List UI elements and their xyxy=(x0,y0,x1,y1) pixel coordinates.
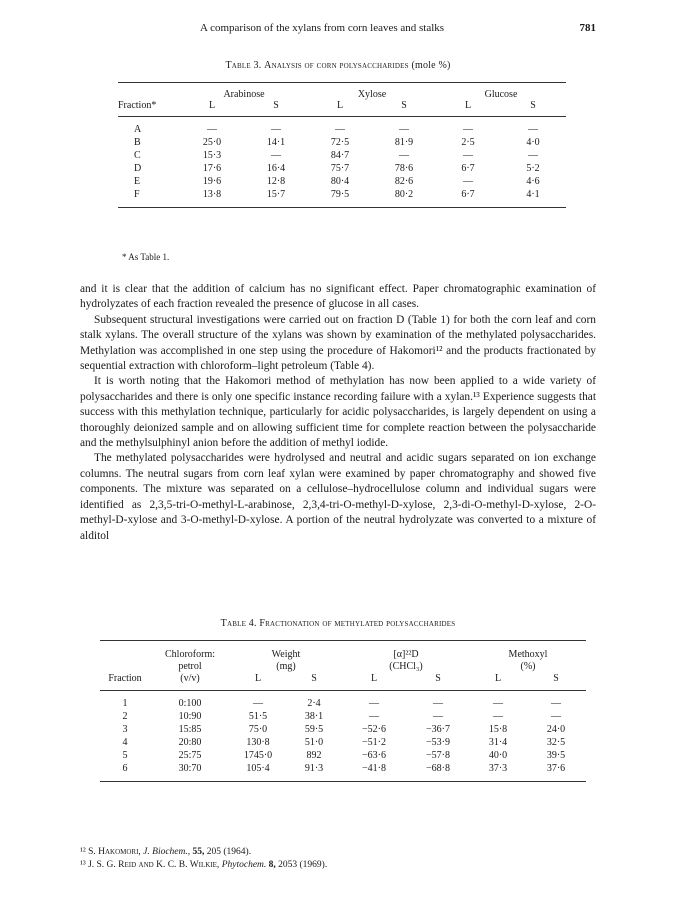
table-cell: — xyxy=(463,176,473,187)
table-cell: 32·5 xyxy=(546,737,566,748)
table-cell: — xyxy=(463,124,473,135)
table4-col-fraction: Fraction xyxy=(108,673,142,684)
table-row xyxy=(100,710,586,723)
journal-page xyxy=(80,20,596,870)
table-row xyxy=(118,188,566,208)
table-cell: 72·5 xyxy=(330,137,350,148)
table-cell: — xyxy=(253,698,263,709)
table-cell: 51·5 xyxy=(248,711,268,722)
table-cell: F xyxy=(134,189,140,200)
table-cell: 15:85 xyxy=(178,724,202,735)
table-cell: 80·2 xyxy=(394,189,414,200)
table-cell: 5·2 xyxy=(526,163,540,174)
table3-caption: Table 3. Analysis of corn polysaccharides (mole %) xyxy=(225,60,451,71)
table-cell: 2·4 xyxy=(307,698,321,709)
table-row xyxy=(118,136,566,149)
table-cell: — xyxy=(528,124,538,135)
table-row xyxy=(100,691,586,711)
table-cell: 12·8 xyxy=(266,176,286,187)
table-cell: 78·6 xyxy=(394,163,414,174)
table-cell: 79·5 xyxy=(330,189,350,200)
table-cell: 37·3 xyxy=(488,763,508,774)
table-cell: 4·1 xyxy=(526,189,540,200)
table-cell: — xyxy=(271,150,281,161)
table-cell: 3 xyxy=(122,724,128,735)
reference-13: ¹³ J. S. G. Reid and K. C. B. Wilkie, Phytochem. 8, 2053 (1969). xyxy=(80,860,328,870)
table-cell: −53·9 xyxy=(426,737,450,748)
table-cell: 105·4 xyxy=(246,763,270,774)
table4-header: Chloroform: Weight [α]²²D Methoxyl xyxy=(100,641,586,662)
paragraph: The methylated polysaccharides were hydrolysed and neutral and acidic sugars separated on ion exchange columns. The neutral sugars from corn leaf xylan were examined by paper chromatography and showed five components. The mixture was separated on a cellulose–hydrocellulose column and individual sugars were identified as 2,3,5-tri-O-methyl-L-arabinose, 2,3,4-tri-O-methyl-D-xylose, 2,3-di-O-methyl-D-xylose, 2-O-methyl-D-xylose and 3-O-methyl-D-xylose. A portion of the neutral hydrolyzate was converted to a mixture of alditol xyxy=(80,452,596,542)
reference-12: ¹² S. Hakomori, J. Biochem., 55, 205 (1964). xyxy=(80,847,252,857)
table3-group-xylose: Xylose xyxy=(357,89,387,100)
table-cell: — xyxy=(551,698,561,709)
running-head xyxy=(80,20,596,38)
table-cell: E xyxy=(134,176,141,187)
table-cell: 75·7 xyxy=(330,163,350,174)
table-cell: — xyxy=(335,124,345,135)
table3-header-groups xyxy=(118,83,566,101)
table-row xyxy=(118,162,566,175)
table-row xyxy=(118,117,566,137)
table-cell: 81·9 xyxy=(394,137,414,148)
table-cell: 80·4 xyxy=(330,176,350,187)
table-cell: 13·8 xyxy=(202,189,222,200)
table-row xyxy=(100,723,586,736)
table-cell: 25·0 xyxy=(202,137,222,148)
table-cell: — xyxy=(551,711,561,722)
table3-header-sub: Fraction* L S L S L S xyxy=(118,100,566,117)
table-cell: 130·8 xyxy=(246,737,270,748)
table4: Chloroform: Weight [α]²²D Methoxyl petrol (mg) (CHCl₃) (%) Fraction (v/v) L S L S L S 1 0:100 — 2·4 — — — — 2 10:90 51·5 38·1 — — — — 3 15:85 75·0 59·5 −52·6 −36·7 15·8 24·0 4 20:80 130·8 51·0 −51·2 −53·9 31·4 32·5 5 25:75 1745·0 892 −63·6 −57·8 40·0 39·5 6 30:70 105·4 91·3 −41·8 −68·8 37·3 37·6 xyxy=(100,640,586,782)
table-cell: 39·5 xyxy=(546,750,566,761)
table-cell: 51·0 xyxy=(304,737,324,748)
table-cell: A xyxy=(134,124,142,135)
table-cell: 16·4 xyxy=(266,163,286,174)
table-cell: 4 xyxy=(122,737,128,748)
table-cell: 24·0 xyxy=(546,724,566,735)
table-cell: 37·6 xyxy=(546,763,566,774)
table-cell: 1 xyxy=(122,698,128,709)
table-cell: — xyxy=(271,124,281,135)
table-cell: 4·0 xyxy=(526,137,540,148)
table-cell: −51·2 xyxy=(362,737,386,748)
table4-caption: Table 4. Fractionation of methylated polysaccharides xyxy=(220,618,456,629)
table-cell: 14·1 xyxy=(266,137,286,148)
table-cell: — xyxy=(433,698,443,709)
table-cell: — xyxy=(463,150,473,161)
table3-footnote: * As Table 1. xyxy=(122,252,170,262)
table-row xyxy=(118,175,566,188)
table3 xyxy=(118,82,566,208)
table4-body xyxy=(100,691,586,782)
table3-group-glucose: Glucose xyxy=(484,89,518,100)
table-cell: 38·1 xyxy=(304,711,324,722)
table-cell: 892 xyxy=(306,750,322,761)
paragraph: Subsequent structural investigations were carried out on fraction D (Table 1) for both the corn leaf and corn stalk xylans. The overall structure of the xylans was shown by examination of the methylated polysaccharides. Methylation was accomplished in one step using the procedure of Hakomori¹² and the products fractionated by sequential extraction with chloroform–light petroleum (Table 4). xyxy=(80,313,596,373)
table3-body xyxy=(118,117,566,208)
running-title: A comparison of the xylans from corn leaves and stalks xyxy=(200,22,445,34)
table-cell: C xyxy=(134,150,141,161)
table-row xyxy=(118,149,566,162)
table-cell: — xyxy=(399,124,409,135)
table-cell: 5 xyxy=(122,750,128,761)
table-cell: 25:75 xyxy=(178,750,202,761)
table-row xyxy=(100,736,586,749)
table-cell: — xyxy=(493,711,503,722)
table-cell: — xyxy=(207,124,217,135)
table-cell: B xyxy=(134,137,141,148)
table-cell: D xyxy=(134,163,142,174)
table-cell: 15·7 xyxy=(266,189,286,200)
table-cell: 6 xyxy=(122,763,128,774)
table-cell: — xyxy=(528,150,538,161)
table-cell: 2 xyxy=(122,711,128,722)
paragraph: and it is clear that the addition of calcium has no significant effect. Paper chromatographic examination of hydrolyzates of each fraction revealed the presence of glucose in all cases. xyxy=(80,283,596,311)
table-cell: — xyxy=(433,711,443,722)
table-cell: 15·3 xyxy=(202,150,222,161)
table-row xyxy=(100,749,586,762)
table-cell: 2·5 xyxy=(461,137,475,148)
table-cell: 6·7 xyxy=(461,163,475,174)
table-cell: 19·6 xyxy=(202,176,222,187)
table-cell: −68·8 xyxy=(426,763,450,774)
table-cell: −41·8 xyxy=(362,763,386,774)
page-number: 781 xyxy=(579,22,596,34)
table-row xyxy=(100,762,586,782)
table-cell: — xyxy=(369,711,379,722)
table-cell: 15·8 xyxy=(488,724,508,735)
table-cell: 20:80 xyxy=(178,737,202,748)
table-cell: 17·6 xyxy=(202,163,222,174)
table3-col-fraction: Fraction* xyxy=(118,100,157,111)
table-cell: 40·0 xyxy=(488,750,508,761)
paragraph: It is worth noting that the Hakomori method of methylation has now been applied to a wide variety of polysaccharides and there is only one specific instance recording failure with a xylan.¹³ Experience suggests that success with this methylation technique, particularly for acidic polysaccharides, is largely dependent on using a thoroughly deionized sample and on allowing sufficient time for complete reaction between the polysaccharide and the methylsulphinyl anion before the addition of methyl iodide. xyxy=(80,375,596,450)
table-cell: 1745·0 xyxy=(243,750,273,761)
table-cell: — xyxy=(399,150,409,161)
table-cell: 10:90 xyxy=(178,711,202,722)
table-cell: — xyxy=(369,698,379,709)
table-cell: 82·6 xyxy=(394,176,414,187)
table-cell: 91·3 xyxy=(304,763,324,774)
table-cell: −36·7 xyxy=(426,724,450,735)
body-text xyxy=(80,282,596,544)
table-cell: 4·6 xyxy=(526,176,540,187)
table-cell: 59·5 xyxy=(304,724,324,735)
table-cell: 84·7 xyxy=(330,150,350,161)
table-cell: — xyxy=(493,698,503,709)
table-cell: 75·0 xyxy=(248,724,268,735)
table-cell: 31·4 xyxy=(488,737,508,748)
table-cell: 6·7 xyxy=(461,189,475,200)
table-cell: −63·6 xyxy=(362,750,386,761)
table-cell: −57·8 xyxy=(426,750,450,761)
table3-group-arabinose: Arabinose xyxy=(223,89,265,100)
table-cell: −52·6 xyxy=(362,724,386,735)
table-cell: 30:70 xyxy=(178,763,202,774)
table-cell: 0:100 xyxy=(178,698,202,709)
references xyxy=(80,846,327,872)
